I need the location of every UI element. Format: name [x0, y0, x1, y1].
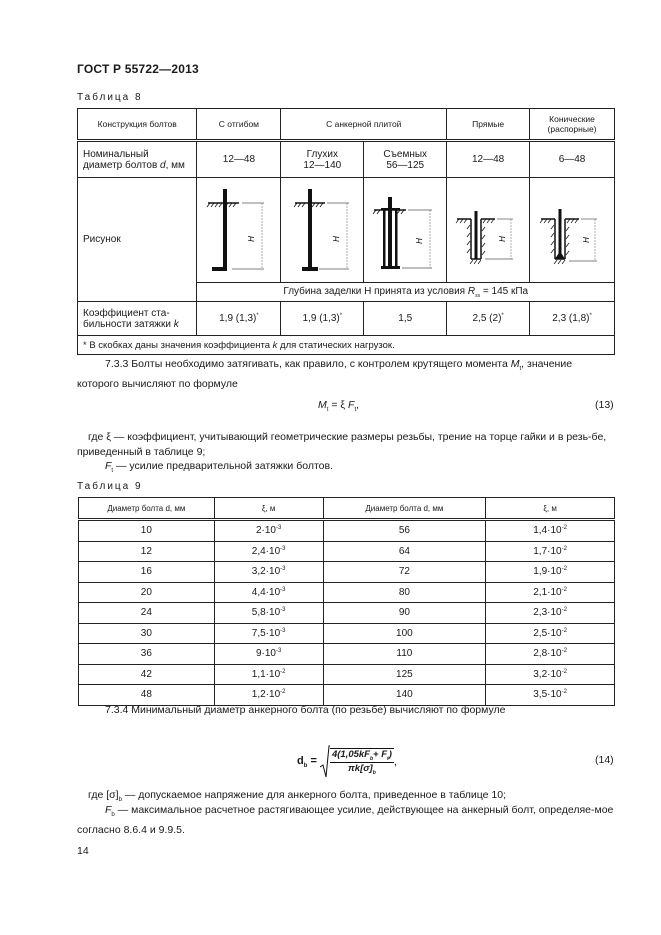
cell-x1: [214, 644, 323, 665]
header-conical-line1: Конические: [549, 114, 595, 124]
coef-value: 2,5 (2): [472, 313, 502, 324]
figure-removable: [364, 178, 447, 283]
header-construction: Конструкция болтов: [78, 109, 197, 141]
blind-anchor-plate-bolt-icon: [287, 185, 357, 275]
coef-value: 1,5: [398, 313, 413, 324]
mantissa: 1,4·10: [533, 525, 562, 537]
coef-label-var: k: [173, 318, 179, 330]
label-var: d: [160, 159, 166, 171]
cell-x2: [486, 644, 615, 665]
where-fb-text: — максимальное расчетное растягивающее усилие, действующее на анкерный болт, определяе-мое согласно 8.6.4 и 9.9.5.: [77, 804, 614, 837]
mantissa: 9·10: [255, 648, 276, 660]
where-sigma-a: где [σ]: [88, 789, 119, 801]
paragraph-7-3-4: 7.3.4 Минимальный диаметр анкерного болта (по резьбе) вычисляют по формуле: [105, 704, 506, 716]
exponent: -2: [561, 689, 567, 696]
mantissa: 5,8·10: [251, 607, 281, 619]
header-diameter-2: Диаметр болта d, мм: [323, 498, 486, 520]
cell-d2: 140: [323, 685, 486, 706]
p733-var: M: [510, 358, 520, 370]
formula14-lhs-sub: b: [303, 763, 308, 770]
exponent: -3: [275, 525, 282, 532]
num-sub2: t: [387, 756, 389, 762]
figure-bent: [197, 178, 281, 283]
table-row: [79, 541, 615, 562]
p733-sub: t: [519, 366, 522, 373]
removable-range: 56—125: [386, 159, 425, 171]
exponent: -2: [561, 525, 567, 532]
exponent: -2: [561, 586, 567, 593]
exponent: -2: [280, 668, 286, 675]
formula13-rhs-sub: t: [354, 407, 357, 414]
svg-text:H: H: [415, 238, 425, 244]
formula14-tail: ,: [393, 756, 397, 768]
formula13-eq: = ξ: [328, 399, 349, 411]
den-sub: b: [372, 769, 376, 776]
depth-note-prefix: Глубина заделки Н принята из условия: [283, 285, 468, 297]
mantissa: 1,9·10: [533, 566, 562, 578]
header-diameter-1: Диаметр болта d, мм: [79, 498, 215, 520]
exponent: -2: [561, 607, 567, 614]
table-row: [79, 623, 615, 644]
table-row: [79, 582, 615, 603]
cell-x1: [214, 520, 323, 542]
coef-removable: [364, 302, 447, 336]
depth-note: [197, 283, 615, 302]
p733-text-a: 7.3.3 Болты необходимо затягивать, как правило, с контролем крутящего момента: [105, 358, 511, 370]
table9: [78, 497, 615, 706]
cell-x2: [486, 685, 615, 706]
formula14-numerator: [330, 749, 394, 763]
exponent: -2: [561, 648, 567, 655]
where-ft-var: F: [105, 460, 112, 472]
label-line2: диаметр болтов: [83, 159, 158, 171]
table-row: [79, 685, 615, 706]
label-line1: Номинальный: [83, 148, 149, 160]
mantissa: 1,1·10: [251, 668, 281, 680]
exponent: -3: [280, 545, 286, 552]
header-anchor-plate: С анкерной плитой: [281, 109, 447, 141]
table9-caption: Таблица 9: [77, 481, 143, 492]
mantissa: 1,2·10: [251, 689, 281, 701]
coef-value: 2,3 (1,8): [552, 313, 590, 324]
cell-d1: 42: [79, 664, 215, 685]
formula14-lhs: $d_b$ =: [297, 754, 320, 770]
mantissa: 7,5·10: [251, 627, 281, 639]
cell-d1: 36: [79, 644, 215, 665]
cell-d2: 72: [323, 562, 486, 583]
table-row: [79, 603, 615, 624]
exponent: -3: [275, 648, 282, 655]
header-xi-1: ξ, м: [214, 498, 323, 520]
cell-x1: [214, 664, 323, 685]
mantissa: 2,5·10: [533, 627, 562, 639]
cell-x2: [486, 562, 615, 583]
depth-note-sub: ss: [475, 292, 481, 299]
where-sigma-b: — допускаемое напряжение для анкерного болта, приведенное в таблице 10;: [121, 789, 507, 801]
mantissa: 2,3·10: [533, 607, 562, 619]
removable-anchor-plate-bolt-icon: [370, 185, 440, 275]
p733-text-b: , значение которого вычисляют по формуле: [77, 358, 573, 391]
standard-header: ГОСТ Р 55722—2013: [77, 62, 199, 76]
cell-d2: 125: [323, 664, 486, 685]
formula13-tail: ,: [356, 399, 360, 411]
removable-label: Съемных: [383, 148, 428, 160]
diameter-conical: 6—48: [530, 141, 615, 178]
coef-conical: [530, 302, 615, 336]
where-xi: где ξ — коэффициент, учитывающий геометрические размеры резьбы, трение на торце гайки и в резь-бе, приведенный в таблице 9;: [77, 431, 607, 458]
coef-asterisk: *: [501, 313, 504, 319]
figure-straight: [447, 178, 530, 283]
num-close: ): [388, 749, 392, 761]
table-row: [79, 664, 615, 685]
coefficient-row-label: [78, 302, 197, 336]
formula13-rhs: F: [348, 399, 355, 411]
cell-x2: [486, 623, 615, 644]
straight-bolt-icon: [453, 185, 523, 275]
exponent: -3: [280, 566, 286, 573]
exponent: -2: [561, 566, 567, 573]
svg-text:H: H: [498, 236, 508, 242]
cell-d1: 20: [79, 582, 215, 603]
cell-d1: 16: [79, 562, 215, 583]
exponent: -2: [280, 689, 286, 696]
formula14-fraction: [330, 748, 394, 776]
cell-x1: [214, 685, 323, 706]
exponent: -3: [280, 627, 286, 634]
where-fb: [77, 803, 617, 838]
formula-13: [318, 399, 359, 413]
cell-x1: [214, 562, 323, 583]
label-unit: , мм: [165, 159, 185, 171]
footnote-var: k: [272, 339, 278, 351]
exponent: -3: [280, 607, 286, 614]
cell-d2: 64: [323, 541, 486, 562]
mantissa: 2,4·10: [251, 545, 281, 557]
coef-blind: [281, 302, 364, 336]
figure-conical: [530, 178, 615, 283]
num-sub: b: [369, 756, 374, 762]
table-row: [79, 562, 615, 583]
header-xi-2: ξ, м: [486, 498, 615, 520]
cell-x1: [214, 582, 323, 603]
mantissa: 4,4·10: [251, 586, 281, 598]
cell-x2: [486, 582, 615, 603]
diameter-row-label: [78, 141, 197, 178]
table-row: [79, 644, 615, 665]
cell-d1: 12: [79, 541, 215, 562]
table8-footnote: [78, 336, 615, 355]
cell-d1: 10: [79, 520, 215, 542]
figure-row-label: Рисунок: [78, 178, 197, 302]
exponent: -2: [561, 668, 567, 675]
cell-d1: 30: [79, 623, 215, 644]
exponent: -3: [280, 586, 286, 593]
coef-asterisk: *: [256, 313, 259, 319]
equation-number-13: (13): [595, 399, 614, 411]
mantissa: 3,2·10: [533, 668, 562, 680]
diameter-bent: 12—48: [197, 141, 281, 178]
coef-asterisk: *: [339, 313, 343, 319]
cell-d1: 24: [79, 603, 215, 624]
footnote-prefix: * В скобках даны значения коэффициента: [83, 339, 273, 351]
table8: [77, 108, 615, 355]
num-b: + F: [373, 749, 388, 761]
table-row: [79, 520, 615, 542]
formula14-lhs-var: d: [297, 754, 304, 767]
mantissa: 1,7·10: [533, 545, 562, 557]
cell-d1: 48: [79, 685, 215, 706]
cell-x2: [486, 520, 615, 542]
bent-bolt-icon: [204, 185, 274, 275]
exponent: -2: [561, 545, 567, 552]
formula13-lhs-sub: t: [326, 407, 329, 414]
svg-text:H: H: [332, 236, 342, 242]
header-straight: Прямые: [447, 109, 530, 141]
where-sigma-sub: b: [118, 797, 122, 804]
svg-text:H: H: [246, 236, 256, 242]
coef-bent: [197, 302, 281, 336]
den-a: πk[σ]: [348, 763, 373, 774]
page-number: 14: [77, 845, 89, 857]
paragraph-7-3-3: [77, 357, 615, 392]
formula14-denominator: [348, 763, 376, 776]
coef-value: 1,9 (1,3): [219, 313, 257, 324]
num-a: 4(1,05kF: [331, 749, 370, 761]
blind-range: 12—140: [303, 159, 342, 171]
where-ft-text: — усилие предварительной затяжки болтов.: [113, 460, 333, 472]
coef-asterisk: *: [589, 313, 592, 319]
depth-note-suffix: = 145 кПа: [480, 285, 529, 297]
header-conical: [530, 109, 615, 141]
table8-caption: Таблица 8: [77, 92, 143, 103]
blind-label: Глухих: [306, 148, 338, 160]
footnote-suffix: для статических нагрузок.: [277, 339, 395, 351]
diameter-blind: [281, 141, 364, 178]
cell-d2: 100: [323, 623, 486, 644]
cell-x1: [214, 541, 323, 562]
mantissa: 2,8·10: [533, 648, 562, 660]
diameter-straight: 12—48: [447, 141, 530, 178]
cell-x2: [486, 541, 615, 562]
where-ft-sub: t: [111, 468, 114, 475]
coef-straight: [447, 302, 530, 336]
coef-label-line2: бильности затяжки: [83, 318, 174, 330]
mantissa: 2·10: [255, 525, 276, 537]
equation-number-14: (14): [595, 754, 614, 766]
exponent: -2: [561, 627, 567, 634]
cell-d2: 110: [323, 644, 486, 665]
coef-label-line1: Коэффициент ста-: [83, 307, 170, 319]
cell-x2: [486, 664, 615, 685]
mantissa: 2,1·10: [533, 586, 562, 598]
cell-d2: 90: [323, 603, 486, 624]
svg-text:H: H: [582, 237, 592, 243]
formula-14: [297, 745, 397, 779]
diameter-removable: [364, 141, 447, 178]
cell-x2: [486, 603, 615, 624]
cell-d2: 56: [323, 520, 486, 542]
formula13-lhs: M: [318, 399, 327, 411]
coef-value: 1,9 (1,3): [302, 313, 340, 324]
header-bent: С отгибом: [197, 109, 281, 141]
cell-d2: 80: [323, 582, 486, 603]
where-fb-sub: b: [111, 812, 115, 819]
conical-bolt-icon: [537, 185, 607, 275]
where-ft: [105, 459, 333, 479]
square-root-icon: [320, 745, 330, 779]
header-conical-line2: (распорные): [547, 124, 597, 134]
depth-note-var: R: [467, 285, 476, 297]
mantissa: 3,2·10: [251, 566, 281, 578]
figure-blind: [281, 178, 364, 283]
cell-x1: [214, 623, 323, 644]
cell-x1: [214, 603, 323, 624]
mantissa: 3,5·10: [533, 689, 562, 701]
where-fb-var: F: [105, 804, 112, 816]
